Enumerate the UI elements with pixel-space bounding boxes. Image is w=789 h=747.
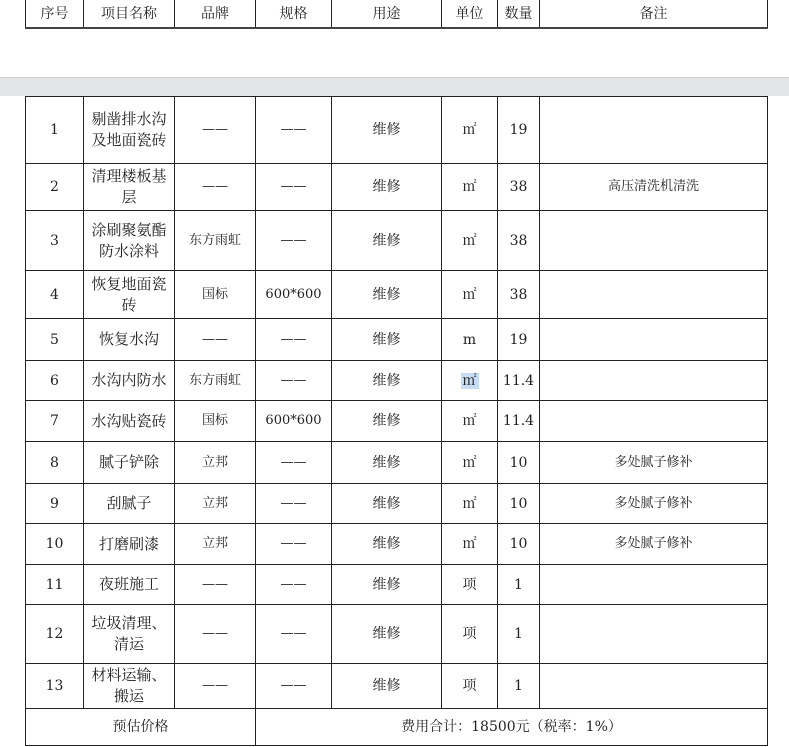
cell-no: [26, 605, 84, 664]
unit-text: 项: [462, 678, 477, 694]
name-text: 清理楼板基层: [91, 167, 167, 206]
use-text: 维修: [372, 179, 401, 195]
cell-no: [26, 271, 84, 319]
cell-spec: [256, 97, 332, 164]
cell-no: [26, 211, 84, 271]
brand-text: ——: [202, 179, 228, 194]
name-text: 剔凿排水沟及地面瓷砖: [91, 110, 167, 149]
cell-qty: [498, 211, 540, 271]
cell-use: [332, 605, 442, 664]
page-2: [0, 96, 789, 747]
header-cell: 规格: [256, 0, 332, 28]
spec-text: ——: [280, 372, 307, 388]
cell-unit: [442, 211, 498, 271]
cell-use: [332, 211, 442, 271]
cell-no: [26, 664, 84, 709]
unit-text: ㎡: [462, 413, 477, 429]
cell-no: [26, 164, 84, 211]
use-text: 维修: [372, 232, 401, 249]
no-text: 6: [50, 372, 59, 389]
header-cell: 用途: [332, 0, 442, 28]
cell-note: [540, 664, 768, 709]
no-text: 1: [50, 122, 59, 138]
estimate-total: 费用合计：18500元（税率：1%）: [256, 709, 768, 746]
cell-name: [84, 401, 175, 442]
cell-unit: [442, 401, 498, 442]
no-text: 13: [45, 678, 64, 694]
table-header-row: [26, 0, 768, 28]
use-text: 维修: [372, 413, 401, 429]
cell-use: [332, 319, 442, 361]
name-text: 腻子铲除: [98, 453, 159, 471]
cell-brand: [175, 524, 256, 565]
unit-text: ㎡: [462, 536, 477, 552]
cell-spec: [256, 401, 332, 442]
cell-note: [540, 211, 768, 271]
cell-no: [26, 361, 84, 401]
cell-brand: [175, 319, 256, 361]
no-text: 8: [50, 454, 59, 471]
unit-text: 项: [462, 576, 477, 593]
unit-text: 项: [462, 626, 477, 642]
cell-name: [84, 97, 175, 164]
table-row: [26, 97, 768, 164]
cell-note: [540, 524, 768, 565]
cell-qty: [498, 442, 540, 484]
cell-spec: [256, 271, 332, 319]
spec-text: ——: [280, 536, 307, 551]
cell-note: [540, 442, 768, 484]
cell-qty: [498, 605, 540, 664]
footer-row: [26, 709, 768, 746]
cell-name: [84, 484, 175, 524]
spec-text: ——: [280, 122, 307, 137]
use-text: 维修: [372, 372, 401, 389]
cell-name: [84, 271, 175, 319]
use-text: 维修: [372, 678, 401, 694]
no-text: 7: [50, 413, 59, 429]
cell-brand: [175, 97, 256, 164]
use-text: 维修: [372, 122, 401, 138]
qty-text: 1: [514, 576, 523, 593]
use-text: 维修: [372, 626, 401, 642]
cell-note: [540, 401, 768, 442]
name-text: 水沟内防水: [91, 371, 167, 389]
cell-unit: [442, 97, 498, 164]
qty-text: 19: [509, 331, 528, 348]
table-row: [26, 605, 768, 664]
cell-use: [332, 271, 442, 319]
cell-no: [26, 319, 84, 361]
cell-spec: [256, 605, 332, 664]
brand-text: 国标: [201, 286, 228, 302]
qty-text: 38: [509, 232, 528, 249]
cell-spec: [256, 319, 332, 361]
estimate-label: 预估价格: [26, 709, 256, 746]
use-text: 维修: [372, 454, 401, 471]
name-text: 夜班施工: [98, 575, 159, 593]
cell-name: [84, 605, 175, 664]
no-text: 9: [50, 495, 59, 512]
cell-name: [84, 524, 175, 565]
cell-note: [540, 361, 768, 401]
qty-text: 10: [509, 495, 528, 512]
cell-spec: [256, 164, 332, 211]
cell-use: [332, 401, 442, 442]
brand-text: 国标: [201, 413, 228, 428]
brand-text: 东方雨虹: [188, 232, 241, 248]
spec-text: ——: [280, 495, 307, 511]
quote-table: [25, 96, 768, 746]
cell-no: [26, 97, 84, 164]
spec-text: ——: [280, 454, 307, 470]
unit-text: ㎡: [462, 286, 477, 303]
cell-unit: [442, 664, 498, 709]
name-text: 水沟贴瓷砖: [91, 411, 167, 430]
cell-spec: [256, 442, 332, 484]
brand-text: 立邦: [201, 454, 228, 470]
header-cell: 项目名称: [84, 0, 175, 28]
table-row: [26, 524, 768, 565]
spec-text: 600*600: [265, 286, 322, 302]
table-row: [26, 211, 768, 271]
table-row: [26, 361, 768, 401]
use-text: 维修: [372, 286, 401, 303]
cell-use: [332, 565, 442, 605]
cell-brand: [175, 271, 256, 319]
cell-unit: [442, 319, 498, 361]
header-cell: 数量: [498, 0, 540, 28]
name-text: 垃圾清理、清运: [91, 614, 167, 653]
qty-text: 10: [509, 454, 528, 471]
note-text: 高压清洗机清洗: [607, 179, 699, 194]
cell-qty: [498, 484, 540, 524]
cell-note: [540, 97, 768, 164]
cell-qty: [498, 565, 540, 605]
cell-brand: [175, 211, 256, 271]
cell-unit: [442, 524, 498, 565]
brand-text: ——: [202, 678, 228, 693]
no-text: 3: [50, 232, 59, 249]
table-row: [26, 664, 768, 709]
note-text: 多处腻子修补: [614, 454, 693, 470]
header-cell: 序号: [26, 0, 84, 28]
cell-name: [84, 319, 175, 361]
brand-text: ——: [202, 331, 228, 347]
qty-text: 38: [509, 286, 528, 303]
name-text: 恢复地面瓷砖: [91, 274, 167, 314]
cell-qty: [498, 271, 540, 319]
unit-text: ㎡: [462, 372, 477, 389]
note-text: 多处腻子修补: [614, 495, 693, 511]
cell-unit: [442, 442, 498, 484]
cell-brand: [175, 484, 256, 524]
cell-qty: [498, 664, 540, 709]
cell-qty: [498, 524, 540, 565]
cell-spec: [256, 565, 332, 605]
spec-text: ——: [280, 626, 307, 641]
cell-brand: [175, 565, 256, 605]
cell-brand: [175, 401, 256, 442]
unit-text: m: [462, 331, 477, 348]
cell-unit: [442, 484, 498, 524]
cell-qty: [498, 319, 540, 361]
cell-note: [540, 605, 768, 664]
brand-text: 东方雨虹: [188, 372, 241, 388]
cell-name: [84, 442, 175, 484]
spec-text: 600*600: [265, 413, 322, 428]
table-row: [26, 442, 768, 484]
no-text: 2: [50, 179, 59, 195]
cell-no: [26, 524, 84, 565]
cell-unit: [442, 271, 498, 319]
header-cell: 品牌: [175, 0, 256, 28]
spec-text: ——: [280, 179, 307, 194]
spec-text: ——: [280, 232, 307, 248]
cell-name: [84, 565, 175, 605]
cell-use: [332, 484, 442, 524]
cell-qty: [498, 401, 540, 442]
qty-text: 38: [509, 179, 528, 195]
cell-note: [540, 565, 768, 605]
table-row: [26, 401, 768, 442]
no-text: 11: [45, 576, 64, 593]
qty-text: 10: [509, 536, 528, 552]
unit-text: ㎡: [462, 495, 477, 512]
unit-text: ㎡: [462, 179, 477, 195]
cell-brand: [175, 164, 256, 211]
table-row: [26, 484, 768, 524]
qty-text: 19: [509, 122, 528, 138]
use-text: 维修: [372, 495, 401, 512]
cell-note: [540, 164, 768, 211]
cell-spec: [256, 524, 332, 565]
cell-note: [540, 319, 768, 361]
unit-text: ㎡: [462, 122, 477, 138]
use-text: 维修: [372, 536, 401, 552]
cell-use: [332, 442, 442, 484]
cell-no: [26, 401, 84, 442]
cell-brand: [175, 664, 256, 709]
qty-text: 1: [514, 678, 523, 694]
cell-name: [84, 361, 175, 401]
brand-text: ——: [202, 122, 228, 137]
cell-no: [26, 484, 84, 524]
cell-note: [540, 271, 768, 319]
brand-text: ——: [202, 576, 228, 592]
cell-spec: [256, 484, 332, 524]
spec-text: ——: [280, 678, 307, 693]
name-text: 打磨刷漆: [98, 534, 159, 553]
page-1: [0, 0, 789, 77]
cell-use: [332, 164, 442, 211]
name-text: 刮腻子: [106, 494, 152, 512]
cell-use: [332, 524, 442, 565]
cell-use: [332, 97, 442, 164]
cell-qty: [498, 361, 540, 401]
brand-text: 立邦: [201, 536, 228, 551]
cell-unit: [442, 605, 498, 664]
cell-no: [26, 442, 84, 484]
cell-qty: [498, 164, 540, 211]
cell-unit: [442, 565, 498, 605]
name-text: 恢复水沟: [98, 330, 159, 348]
cell-spec: [256, 361, 332, 401]
brand-text: 立邦: [201, 495, 228, 511]
table-header-fragment: [25, 0, 768, 29]
cell-unit: [442, 164, 498, 211]
name-text: 材料运输、搬运: [91, 666, 167, 705]
unit-text: ㎡: [462, 454, 477, 471]
qty-text: 11.4: [502, 413, 535, 429]
page-gap: [0, 77, 789, 97]
cell-unit: [442, 361, 498, 401]
qty-text: 1: [514, 626, 523, 642]
unit-text: ㎡: [462, 232, 477, 249]
table-row: [26, 164, 768, 211]
cell-name: [84, 164, 175, 211]
cell-spec: [256, 211, 332, 271]
cell-spec: [256, 664, 332, 709]
spec-text: ——: [280, 576, 307, 592]
note-text: 多处腻子修补: [614, 536, 693, 551]
cell-use: [332, 664, 442, 709]
cell-use: [332, 361, 442, 401]
cell-note: [540, 484, 768, 524]
no-text: 5: [50, 331, 59, 348]
table-row: [26, 271, 768, 319]
cell-name: [84, 211, 175, 271]
use-text: 维修: [372, 576, 401, 593]
cell-qty: [498, 97, 540, 164]
table-row: [26, 319, 768, 361]
cell-brand: [175, 361, 256, 401]
header-cell: 单位: [442, 0, 498, 28]
cell-brand: [175, 442, 256, 484]
table-row: [26, 565, 768, 605]
spec-text: ——: [280, 331, 307, 347]
cell-name: [84, 664, 175, 709]
use-text: 维修: [372, 331, 401, 348]
no-text: 12: [45, 626, 64, 642]
header-cell: 备注: [540, 0, 768, 28]
brand-text: ——: [202, 626, 228, 641]
qty-text: 11.4: [502, 372, 535, 389]
cell-no: [26, 565, 84, 605]
no-text: 4: [50, 286, 59, 303]
name-text: 涂刷聚氨酯防水涂料: [91, 220, 167, 260]
no-text: 10: [45, 536, 64, 552]
cell-brand: [175, 605, 256, 664]
